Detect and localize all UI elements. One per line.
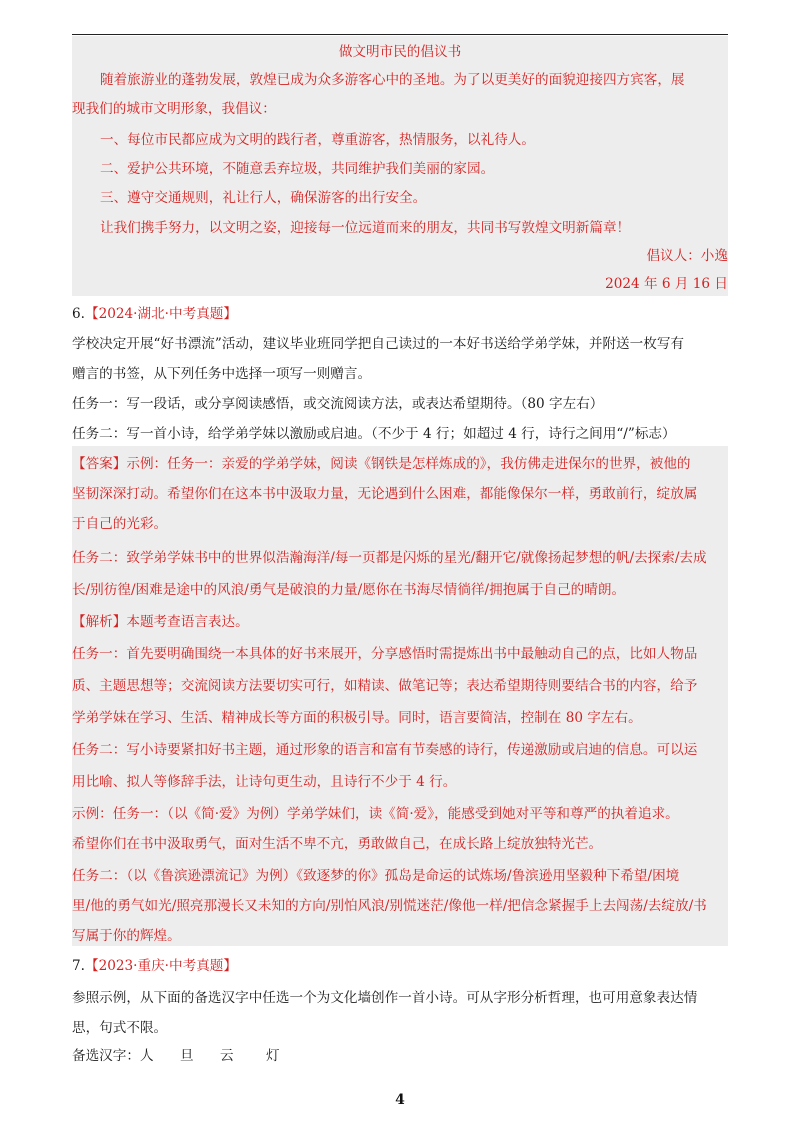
question-6-header-text: 6.【2024·湖北·中考真题】 [72, 306, 237, 322]
top-rule [72, 34, 728, 35]
option-char: 云 [219, 1048, 234, 1064]
proposal-item-1: 一、每位市民都应成为文明的践行者，尊重游客，热情服务，以礼待人。 [100, 132, 535, 148]
question-6-stem-line2: 赠言的书签，从下列任务中选择一项写一则赠言。 [72, 366, 372, 382]
proposal-date: 2024 年 6 月 16 日 [605, 276, 728, 292]
proposal-closing: 让我们携手努力，以文明之姿，迎接每一位远道而来的朋友，共同书写敦煌文明新篇章！ [100, 220, 631, 236]
answer-line-4: 任务二：致学弟学妹书中的世界似浩瀚海洋/每一页都是闪烁的星光/翻开它/就像扬起梦想的帆/去探索/去成 [72, 550, 707, 566]
option-char: 灯 [265, 1048, 280, 1064]
answer-line-2: 坚韧深深打动。希望你们在这本书中汲取力量，无论遇到什么困难，都能像保尔一样，勇敢前行，绽放属 [72, 486, 698, 502]
analysis-line-4: 任务二：写小诗要紧扣好书主题，通过形象的语言和富有节奏感的诗行，传递激励或启迪的信息。可以运 [72, 742, 698, 758]
proposal-signer: 倡议人：小逸 [646, 248, 728, 264]
analysis-line-2: 质、主题思想等；交流阅读方法要切实可行，如精读、做笔记等；表达希望期待则要结合书的内容，给予 [72, 678, 698, 694]
question-7-stem-line1: 参照示例，从下面的备选汉字中任选一个为文化墙创作一首小诗。可从字形分析哲理，也可用意象表达情 [72, 990, 698, 1006]
page-number: 4 [395, 1092, 405, 1108]
option-char: 旦 [179, 1048, 194, 1064]
question-6-header [72, 304, 237, 324]
document-page [72, 0, 728, 1132]
analysis-header: 【解析】本题考查语言表达。 [72, 614, 249, 630]
example-line-4: 里/他的勇气如光/照亮那漫长又未知的方向/别怕风浪/别慌迷茫/像他一样/把信念紧握手上去闯荡/去绽放/书 [72, 898, 707, 914]
question-6-stem-line1: 学校决定开展“好书漂流”活动，建议毕业班同学把自己读过的一本好书送给学弟学妹，并附送一枚写有 [72, 336, 685, 352]
analysis-line-1: 任务一：首先要明确围绕一本具体的好书来展开，分享感悟时需提炼出书中最触动自己的点，比如人物品 [72, 646, 698, 662]
question-7-options [72, 1046, 280, 1066]
proposal-box [72, 36, 728, 296]
proposal-intro-line2: 现我们的城市文明形象，我倡议： [72, 101, 276, 117]
answer-line-3: 于自己的光彩。 [72, 516, 168, 532]
proposal-intro-line1: 随着旅游业的蓬勃发展，敦煌已成为众多游客心中的圣地。为了以更美好的面貌迎接四方宾客，展 [100, 72, 685, 88]
proposal-title: 做文明市民的倡议书 [338, 44, 462, 60]
answer-line-1: 【答案】示例：任务一：亲爱的学弟学妹，阅读《钢铁是怎样炼成的》，我仿佛走进保尔的世界，被他的 [72, 456, 691, 472]
question-7-header [72, 956, 237, 976]
option-char: 人 [139, 1048, 154, 1064]
analysis-line-3: 学弟学妹在学习、生活、精神成长等方面的积极引导。同时，语言要简洁，控制在 80 字左右。 [72, 710, 642, 726]
question-7-stem-line2: 思，句式不限。 [72, 1020, 168, 1036]
options-label: 备选汉字： [72, 1048, 140, 1064]
example-line-2: 希望你们在书中汲取勇气，面对生活不卑不亢，勇敢做自己，在成长路上绽放独特光芒。 [72, 836, 603, 852]
analysis-line-5: 用比喻、拟人等修辞手法，让诗句更生动，且诗行不少于 4 行。 [72, 774, 457, 790]
example-line-5: 写属于你的辉煌。 [72, 928, 181, 944]
example-line-3: 任务二：（以《鲁滨逊漂流记》为例）《致逐梦的你》孤岛是命运的试炼场/鲁滨逊用坚毅种下希望/困境 [72, 868, 680, 884]
proposal-item-3: 三、遵守交通规则，礼让行人，确保游客的出行安全。 [100, 190, 427, 206]
question-6-task-2: 任务二：写一首小诗，给学弟学妹以激励或启迪。（不少于 4 行；如超过 4 行，诗行之间用“/”标志） [72, 426, 676, 442]
proposal-item-2: 二、爱护公共环境，不随意丢弃垃圾，共同维护我们美丽的家园。 [100, 161, 495, 177]
question-6-task-1: 任务一：写一段话，或分享阅读感悟，或交流阅读方法，或表达希望期待。（80 字左右） [72, 396, 604, 412]
example-line-1: 示例：任务一：（以《简·爱》为例）学弟学妹们，读《简·爱》，能感受到她对平等和尊严的执着追求。 [72, 806, 679, 822]
question-7-header-text: 7.【2023·重庆·中考真题】 [72, 958, 237, 974]
answer-line-5: 长/别彷徨/困难是途中的风浪/勇气是破浪的力量/愿你在书海尽情徜徉/拥抱属于自己的晴朗。 [72, 582, 626, 598]
